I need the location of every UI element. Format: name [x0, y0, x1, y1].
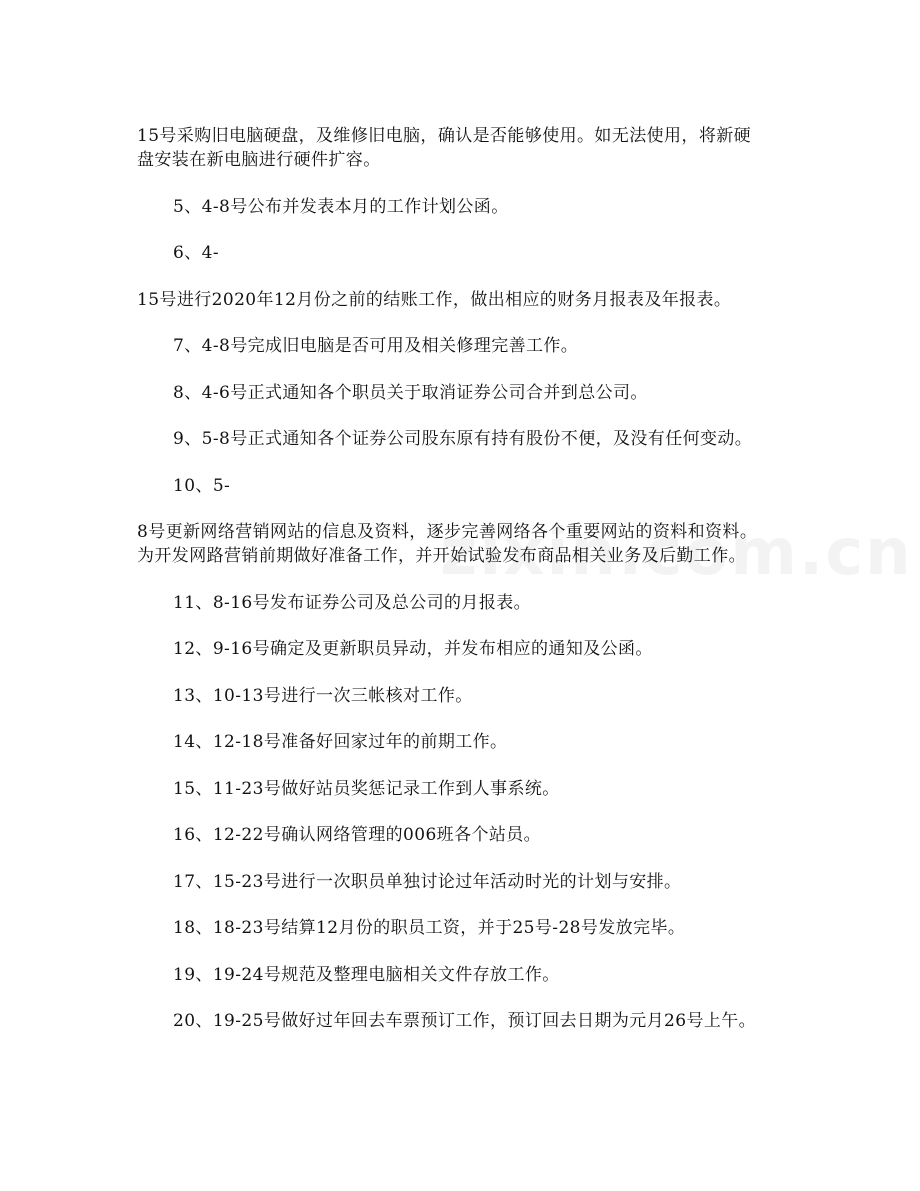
- paragraph: 17、15-23号进行一次职员单独讨论过年活动时光的计划与安排。: [173, 871, 682, 892]
- paragraph-line: 为开发网路营销前期做好准备工作，并开始试验发布商品相关业务及后勤工作。: [137, 546, 746, 566]
- paragraph: 8、4-6号正式通知各个职员关于取消证券公司合并到总公司。: [173, 382, 648, 403]
- paragraph: 15、11-23号做好站员奖惩记录工作到人事系统。: [173, 778, 560, 799]
- paragraph-line: 8号更新网络营销网站的信息及资料，逐步完善网络各个重要网站的资料和资料。: [137, 522, 758, 542]
- paragraph: 15号进行2020年12月份之前的结账工作，做出相应的财务月报表及年报表。: [137, 289, 732, 310]
- paragraph: 18、18-23号结算12月份的职员工资，并于25号-28号发放完毕。: [173, 918, 686, 938]
- paragraph: [137, 520, 787, 568]
- paragraph: 14、12-18号准备好回家过年的前期工作。: [173, 732, 508, 752]
- paragraph: 12、9-16号确定及更新职员异动，并发布相应的通知及公函。: [173, 639, 653, 659]
- paragraph: 5、4-8号公布并发表本月的工作计划公函。: [173, 196, 509, 217]
- paragraph-line: 盘安装在新电脑进行硬件扩容。: [137, 150, 381, 170]
- paragraph: 11、8-16号发布证券公司及总公司的月报表。: [173, 592, 532, 613]
- paragraph: 9、5-8号正式通知各个证券公司股东原有持有股份不便，及没有任何变动。: [173, 429, 753, 449]
- paragraph: 19、19-24号规范及整理电脑相关文件存放工作。: [173, 964, 560, 985]
- paragraph: 16、12-22号确认网络管理的006班各个站员。: [173, 825, 542, 845]
- paragraph: 10、5-: [173, 475, 231, 496]
- paragraph-line: 15号采购旧电脑硬盘，及维修旧电脑，确认是否能够使用。如无法使用，将新硬: [137, 126, 752, 146]
- paragraph: [137, 124, 787, 172]
- paragraph: 13、10-13号进行一次三帐核对工作。: [173, 685, 473, 706]
- paragraph: 20、19-25号做好过年回去车票预订工作，预订回去日期为元月26号上午。: [173, 1011, 757, 1031]
- document-body: [137, 124, 787, 1056]
- paragraph: 6、4-: [173, 243, 219, 263]
- paragraph: 7、4-8号完成旧电脑是否可用及相关修理完善工作。: [173, 336, 579, 356]
